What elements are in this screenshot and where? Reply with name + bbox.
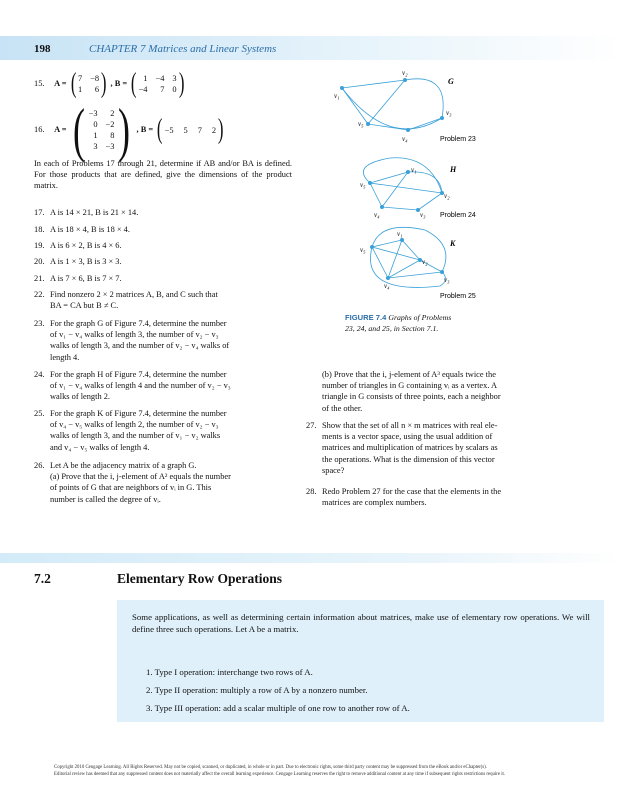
section-intro: Some applications, as well as determining certain information about matrices, make use of elementary row operations. We will define three such operations. Let A be a matrix. bbox=[132, 612, 590, 635]
vertex-label: v₁ bbox=[411, 166, 417, 174]
graph-name: G bbox=[448, 77, 454, 86]
figure-caption-text: Graphs of Problems 23, 24, and 25, in Section 7.1. bbox=[345, 313, 452, 333]
matrix-entry: 3 bbox=[172, 74, 177, 83]
matrix-entry: −8 bbox=[90, 74, 100, 83]
vertex-label: v₄ bbox=[402, 135, 408, 143]
vertex-label: v₁ bbox=[397, 230, 403, 238]
matrix-b: ( 1 −4 3 −4 7 0 ) bbox=[131, 68, 185, 99]
graph-caption: Problem 24 bbox=[440, 212, 476, 219]
matrix-entry: 1 bbox=[77, 85, 83, 94]
problem-15 bbox=[34, 70, 186, 98]
matrix-entry: 5 bbox=[183, 125, 188, 135]
operation-item: 2. Type II operation: multiply a row of A by a nonzero number. bbox=[146, 685, 368, 695]
matrix-entry: 1 bbox=[143, 74, 148, 83]
copyright-line: Copyright 2010 Cengage Learning. All Rights Reserved. May not be copied, scanned, or duplicated, in whole or in part. Due to electronic rights, some third party content may be suppressed from the eBook and/or eChapter(s). bbox=[54, 765, 487, 770]
matrix-entry: 2 bbox=[110, 109, 115, 118]
matrix-entry: 3 bbox=[93, 142, 98, 151]
figure-label: FIGURE 7.4 bbox=[345, 313, 387, 322]
matrix-label: A = bbox=[54, 124, 67, 134]
figure-graphs bbox=[330, 60, 490, 310]
problems-intro: In each of Problems 17 through 21, determine if AB and/or BA is defined. For those products that are defined, give the dimensions of the product matrix. bbox=[34, 159, 292, 191]
page-number: 198 bbox=[34, 43, 51, 55]
vertex-label: v₂ bbox=[422, 258, 428, 266]
matrix-label: A = bbox=[54, 78, 67, 88]
matrix-entry: 2 bbox=[211, 125, 217, 135]
section-number: 7.2 bbox=[34, 571, 51, 586]
matrix-entry: −3 bbox=[88, 109, 98, 118]
vertex-label: v₅ bbox=[358, 120, 364, 128]
problem-16 bbox=[34, 97, 225, 163]
graph-k-vertices bbox=[370, 238, 444, 280]
vertex-label: v₅ bbox=[360, 181, 366, 189]
matrix-entry: 0 bbox=[93, 120, 98, 129]
figure-caption bbox=[345, 313, 457, 334]
matrix-label: , B = bbox=[136, 124, 154, 134]
graph-name: K bbox=[450, 239, 456, 248]
matrix-b: ( −5 5 7 2 ) bbox=[157, 114, 224, 145]
matrix-entry: 6 bbox=[94, 85, 100, 94]
graph-h bbox=[363, 158, 442, 210]
vertex-label: v₄ bbox=[384, 282, 390, 290]
vertex-label: v₂ bbox=[444, 192, 450, 200]
matrix-entry: −5 bbox=[164, 125, 174, 135]
graph-caption: Problem 23 bbox=[440, 136, 476, 143]
matrix-entry: −4 bbox=[138, 85, 148, 94]
section-band bbox=[0, 553, 622, 563]
graph-name: H bbox=[450, 165, 457, 174]
vertex-label: v₁ bbox=[334, 92, 340, 100]
copyright-line: Editorial review has deemed that any suppressed content does not materially affect the overall learning experience. Cengage Learning reserves the right to remove additional content at any time if subsequent rights restrictions require it. bbox=[54, 772, 506, 777]
vertex-label: v₃ bbox=[444, 276, 450, 284]
matrix-a: ( −3 2 0 −2 1 8 3 −3 ) bbox=[72, 97, 131, 163]
operation-item: 1. Type I operation: interchange two rows of A. bbox=[146, 667, 313, 677]
vertex-label: v₄ bbox=[374, 211, 380, 219]
matrix-entry: 0 bbox=[172, 85, 177, 94]
vertex-label: v₂ bbox=[402, 69, 408, 77]
matrix-entry: −3 bbox=[105, 142, 115, 151]
matrix-entry: 7 bbox=[197, 125, 202, 135]
matrix-entry: 8 bbox=[110, 131, 115, 140]
graph-caption: Problem 25 bbox=[440, 293, 476, 300]
matrix-a: ( 7 −8 1 6 ) bbox=[70, 68, 107, 99]
matrix-entry: −2 bbox=[105, 120, 115, 129]
chapter-title: CHAPTER 7 Matrices and Linear Systems bbox=[89, 43, 277, 55]
problem-number: 16. bbox=[34, 124, 45, 134]
matrix-entry: 7 bbox=[77, 74, 83, 83]
matrix-entry: −4 bbox=[155, 74, 165, 83]
matrix-entry: 7 bbox=[160, 85, 165, 94]
operation-item: 3. Type III operation: add a scalar multiple of one row to another row of A. bbox=[146, 703, 410, 713]
graph-k bbox=[370, 227, 445, 287]
section-title: Elementary Row Operations bbox=[117, 571, 282, 586]
matrix-entry: 1 bbox=[93, 131, 98, 140]
problem-number: 15. bbox=[34, 78, 45, 88]
vertex-label: v₃ bbox=[420, 211, 426, 219]
vertex-label: v₅ bbox=[360, 246, 366, 254]
vertex-label: v₃ bbox=[446, 109, 452, 117]
matrix-label: , B = bbox=[110, 78, 128, 88]
